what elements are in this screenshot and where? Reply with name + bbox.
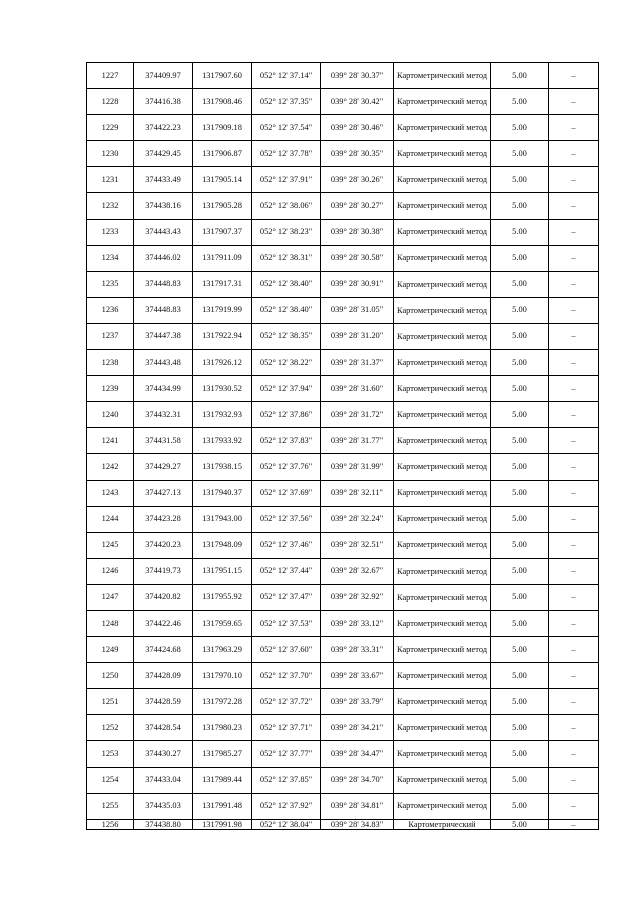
accuracy-cell: 5.00 (491, 793, 549, 819)
latitude-cell: 052° 12' 37.56" (252, 506, 321, 532)
note-cell: – (549, 454, 599, 480)
accuracy-cell: 5.00 (491, 663, 549, 689)
x-coordinate-cell: 374448.83 (134, 297, 193, 323)
latitude-cell: 052° 12' 37.35" (252, 89, 321, 115)
note-cell: – (549, 63, 599, 89)
latitude-cell: 052° 12' 37.76" (252, 454, 321, 480)
note-cell: – (549, 689, 599, 715)
note-cell: – (549, 480, 599, 506)
y-coordinate-cell: 1317955.92 (193, 584, 252, 610)
note-cell: – (549, 89, 599, 115)
table-row (87, 402, 599, 428)
x-coordinate-cell: 374424.68 (134, 637, 193, 663)
method-cell: Картометрический (394, 819, 491, 829)
method-cell: Картометрический метод (394, 89, 491, 115)
y-coordinate-cell: 1317909.18 (193, 115, 252, 141)
longitude-cell: 039° 28' 32.24" (321, 506, 394, 532)
longitude-cell: 039° 28' 31.77" (321, 428, 394, 454)
note-cell: – (549, 219, 599, 245)
x-coordinate-cell: 374438.16 (134, 193, 193, 219)
latitude-cell: 052° 12' 37.86" (252, 402, 321, 428)
method-cell: Картометрический метод (394, 454, 491, 480)
x-coordinate-cell: 374446.02 (134, 245, 193, 271)
table-row (87, 480, 599, 506)
method-cell: Картометрический метод (394, 506, 491, 532)
note-cell: – (549, 532, 599, 558)
y-coordinate-cell: 1317911.09 (193, 245, 252, 271)
method-cell: Картометрический метод (394, 245, 491, 271)
x-coordinate-cell: 374419.73 (134, 558, 193, 584)
x-coordinate-cell: 374448.83 (134, 271, 193, 297)
point-number-cell: 1229 (87, 115, 134, 141)
latitude-cell: 052° 12' 37.92" (252, 793, 321, 819)
x-coordinate-cell: 374416.38 (134, 89, 193, 115)
y-coordinate-cell: 1317917.31 (193, 271, 252, 297)
method-cell: Картометрический метод (394, 715, 491, 741)
point-number-cell: 1228 (87, 89, 134, 115)
method-cell: Картометрический метод (394, 663, 491, 689)
point-number-cell: 1234 (87, 245, 134, 271)
note-cell: – (549, 663, 599, 689)
longitude-cell: 039° 28' 30.91" (321, 271, 394, 297)
table-row (87, 271, 599, 297)
y-coordinate-cell: 1317938.15 (193, 454, 252, 480)
y-coordinate-cell: 1317906.87 (193, 141, 252, 167)
x-coordinate-cell: 374422.23 (134, 115, 193, 141)
point-number-cell: 1235 (87, 271, 134, 297)
latitude-cell: 052° 12' 38.06" (252, 193, 321, 219)
x-coordinate-cell: 374430.27 (134, 741, 193, 767)
method-cell: Картометрический метод (394, 480, 491, 506)
y-coordinate-cell: 1317943.00 (193, 506, 252, 532)
table-row (87, 193, 599, 219)
point-number-cell: 1244 (87, 506, 134, 532)
longitude-cell: 039° 28' 34.21" (321, 715, 394, 741)
longitude-cell: 039° 28' 34.81" (321, 793, 394, 819)
point-number-cell: 1246 (87, 558, 134, 584)
y-coordinate-cell: 1317991.48 (193, 793, 252, 819)
latitude-cell: 052° 12' 37.71" (252, 715, 321, 741)
accuracy-cell: 5.00 (491, 141, 549, 167)
x-coordinate-cell: 374429.27 (134, 454, 193, 480)
y-coordinate-cell: 1317930.52 (193, 376, 252, 402)
longitude-cell: 039° 28' 32.92" (321, 584, 394, 610)
method-cell: Картометрический метод (394, 63, 491, 89)
table-row (87, 637, 599, 663)
latitude-cell: 052° 12' 38.40" (252, 271, 321, 297)
y-coordinate-cell: 1317922.94 (193, 323, 252, 349)
latitude-cell: 052° 12' 37.14" (252, 63, 321, 89)
latitude-cell: 052° 12' 38.35" (252, 323, 321, 349)
longitude-cell: 039° 28' 33.31" (321, 637, 394, 663)
latitude-cell: 052° 12' 38.40" (252, 297, 321, 323)
note-cell: – (549, 376, 599, 402)
method-cell: Картометрический метод (394, 167, 491, 193)
latitude-cell: 052° 12' 37.85" (252, 767, 321, 793)
accuracy-cell: 5.00 (491, 167, 549, 193)
y-coordinate-cell: 1317959.65 (193, 610, 252, 636)
method-cell: Картометрический метод (394, 297, 491, 323)
x-coordinate-cell: 374427.13 (134, 480, 193, 506)
y-coordinate-cell: 1317905.14 (193, 167, 252, 193)
table-row (87, 558, 599, 584)
note-cell: – (549, 793, 599, 819)
point-number-cell: 1252 (87, 715, 134, 741)
accuracy-cell: 5.00 (491, 115, 549, 141)
accuracy-cell: 5.00 (491, 297, 549, 323)
y-coordinate-cell: 1317905.28 (193, 193, 252, 219)
point-number-cell: 1236 (87, 297, 134, 323)
accuracy-cell: 5.00 (491, 480, 549, 506)
method-cell: Картометрический метод (394, 558, 491, 584)
longitude-cell: 039° 28' 34.70" (321, 767, 394, 793)
latitude-cell: 052° 12' 37.77" (252, 741, 321, 767)
note-cell: – (549, 402, 599, 428)
x-coordinate-cell: 374429.45 (134, 141, 193, 167)
accuracy-cell: 5.00 (491, 428, 549, 454)
x-coordinate-cell: 374423.28 (134, 506, 193, 532)
x-coordinate-cell: 374431.58 (134, 428, 193, 454)
method-cell: Картометрический метод (394, 767, 491, 793)
table-row (87, 63, 599, 89)
y-coordinate-cell: 1317980.23 (193, 715, 252, 741)
accuracy-cell: 5.00 (491, 532, 549, 558)
note-cell: – (549, 115, 599, 141)
accuracy-cell: 5.00 (491, 89, 549, 115)
method-cell: Картометрический метод (394, 793, 491, 819)
x-coordinate-cell: 374447.38 (134, 323, 193, 349)
accuracy-cell: 5.00 (491, 245, 549, 271)
method-cell: Картометрический метод (394, 741, 491, 767)
method-cell: Картометрический метод (394, 115, 491, 141)
longitude-cell: 039° 28' 34.47" (321, 741, 394, 767)
method-cell: Картометрический метод (394, 271, 491, 297)
accuracy-cell: 5.00 (491, 350, 549, 376)
point-number-cell: 1237 (87, 323, 134, 349)
longitude-cell: 039° 28' 33.12" (321, 610, 394, 636)
note-cell: – (549, 741, 599, 767)
longitude-cell: 039° 28' 31.60" (321, 376, 394, 402)
point-number-cell: 1242 (87, 454, 134, 480)
x-coordinate-cell: 374433.04 (134, 767, 193, 793)
note-cell: – (549, 767, 599, 793)
x-coordinate-cell: 374432.31 (134, 402, 193, 428)
y-coordinate-cell: 1317948.09 (193, 532, 252, 558)
coordinates-table (86, 62, 599, 830)
table-row (87, 167, 599, 193)
latitude-cell: 052° 12' 37.60" (252, 637, 321, 663)
x-coordinate-cell: 374435.03 (134, 793, 193, 819)
table-row (87, 506, 599, 532)
x-coordinate-cell: 374443.43 (134, 219, 193, 245)
note-cell: – (549, 610, 599, 636)
note-cell: – (549, 819, 599, 829)
y-coordinate-cell: 1317933.92 (193, 428, 252, 454)
x-coordinate-cell: 374428.54 (134, 715, 193, 741)
note-cell: – (549, 637, 599, 663)
table-row (87, 689, 599, 715)
longitude-cell: 039° 28' 31.20" (321, 323, 394, 349)
y-coordinate-cell: 1317907.60 (193, 63, 252, 89)
method-cell: Картометрический метод (394, 584, 491, 610)
longitude-cell: 039° 28' 30.46" (321, 115, 394, 141)
table-row (87, 454, 599, 480)
point-number-cell: 1238 (87, 350, 134, 376)
note-cell: – (549, 558, 599, 584)
table-row (87, 350, 599, 376)
method-cell: Картометрический метод (394, 532, 491, 558)
point-number-cell: 1250 (87, 663, 134, 689)
method-cell: Картометрический метод (394, 610, 491, 636)
y-coordinate-cell: 1317940.37 (193, 480, 252, 506)
point-number-cell: 1231 (87, 167, 134, 193)
y-coordinate-cell: 1317991.98 (193, 819, 252, 829)
longitude-cell: 039° 28' 30.37" (321, 63, 394, 89)
latitude-cell: 052° 12' 38.04" (252, 819, 321, 829)
y-coordinate-cell: 1317932.93 (193, 402, 252, 428)
method-cell: Картометрический метод (394, 637, 491, 663)
latitude-cell: 052° 12' 37.70" (252, 663, 321, 689)
point-number-cell: 1241 (87, 428, 134, 454)
latitude-cell: 052° 12' 38.31" (252, 245, 321, 271)
point-number-cell: 1240 (87, 402, 134, 428)
method-cell: Картометрический метод (394, 193, 491, 219)
table-row (87, 245, 599, 271)
latitude-cell: 052° 12' 38.22" (252, 350, 321, 376)
point-number-cell: 1248 (87, 610, 134, 636)
longitude-cell: 039° 28' 34.83" (321, 819, 394, 829)
y-coordinate-cell: 1317919.99 (193, 297, 252, 323)
table-row (87, 819, 599, 829)
longitude-cell: 039° 28' 31.05" (321, 297, 394, 323)
accuracy-cell: 5.00 (491, 637, 549, 663)
table-row (87, 793, 599, 819)
point-number-cell: 1255 (87, 793, 134, 819)
method-cell: Картометрический метод (394, 141, 491, 167)
y-coordinate-cell: 1317951.15 (193, 558, 252, 584)
y-coordinate-cell: 1317985.27 (193, 741, 252, 767)
accuracy-cell: 5.00 (491, 193, 549, 219)
method-cell: Картометрический метод (394, 689, 491, 715)
point-number-cell: 1254 (87, 767, 134, 793)
table-row (87, 89, 599, 115)
table-row (87, 376, 599, 402)
latitude-cell: 052° 12' 37.94" (252, 376, 321, 402)
table-row (87, 428, 599, 454)
accuracy-cell: 5.00 (491, 506, 549, 532)
point-number-cell: 1232 (87, 193, 134, 219)
table-row (87, 219, 599, 245)
x-coordinate-cell: 374420.82 (134, 584, 193, 610)
note-cell: – (549, 323, 599, 349)
accuracy-cell: 5.00 (491, 584, 549, 610)
method-cell: Картометрический метод (394, 376, 491, 402)
table-row (87, 323, 599, 349)
table-row (87, 610, 599, 636)
note-cell: – (549, 584, 599, 610)
note-cell: – (549, 350, 599, 376)
note-cell: – (549, 297, 599, 323)
x-coordinate-cell: 374428.59 (134, 689, 193, 715)
accuracy-cell: 5.00 (491, 767, 549, 793)
accuracy-cell: 5.00 (491, 689, 549, 715)
point-number-cell: 1253 (87, 741, 134, 767)
latitude-cell: 052° 12' 37.69" (252, 480, 321, 506)
latitude-cell: 052° 12' 37.78" (252, 141, 321, 167)
point-number-cell: 1233 (87, 219, 134, 245)
note-cell: – (549, 506, 599, 532)
point-number-cell: 1230 (87, 141, 134, 167)
method-cell: Картометрический метод (394, 323, 491, 349)
accuracy-cell: 5.00 (491, 376, 549, 402)
accuracy-cell: 5.00 (491, 610, 549, 636)
point-number-cell: 1247 (87, 584, 134, 610)
y-coordinate-cell: 1317907.37 (193, 219, 252, 245)
note-cell: – (549, 245, 599, 271)
x-coordinate-cell: 374438.80 (134, 819, 193, 829)
y-coordinate-cell: 1317908.46 (193, 89, 252, 115)
table-row (87, 767, 599, 793)
table-row (87, 741, 599, 767)
latitude-cell: 052° 12' 37.44" (252, 558, 321, 584)
point-number-cell: 1243 (87, 480, 134, 506)
point-number-cell: 1256 (87, 819, 134, 829)
x-coordinate-cell: 374428.09 (134, 663, 193, 689)
y-coordinate-cell: 1317926.12 (193, 350, 252, 376)
latitude-cell: 052° 12' 37.47" (252, 584, 321, 610)
x-coordinate-cell: 374433.49 (134, 167, 193, 193)
x-coordinate-cell: 374409.97 (134, 63, 193, 89)
accuracy-cell: 5.00 (491, 402, 549, 428)
latitude-cell: 052° 12' 38.23" (252, 219, 321, 245)
accuracy-cell: 5.00 (491, 819, 549, 829)
latitude-cell: 052° 12' 37.72" (252, 689, 321, 715)
y-coordinate-cell: 1317989.44 (193, 767, 252, 793)
note-cell: – (549, 428, 599, 454)
note-cell: – (549, 271, 599, 297)
accuracy-cell: 5.00 (491, 715, 549, 741)
longitude-cell: 039° 28' 31.72" (321, 402, 394, 428)
longitude-cell: 039° 28' 30.38" (321, 219, 394, 245)
x-coordinate-cell: 374422.46 (134, 610, 193, 636)
accuracy-cell: 5.00 (491, 63, 549, 89)
note-cell: – (549, 193, 599, 219)
longitude-cell: 039° 28' 32.51" (321, 532, 394, 558)
longitude-cell: 039° 28' 30.42" (321, 89, 394, 115)
table-row (87, 297, 599, 323)
point-number-cell: 1227 (87, 63, 134, 89)
method-cell: Картометрический метод (394, 219, 491, 245)
accuracy-cell: 5.00 (491, 558, 549, 584)
longitude-cell: 039° 28' 30.58" (321, 245, 394, 271)
note-cell: – (549, 715, 599, 741)
point-number-cell: 1251 (87, 689, 134, 715)
latitude-cell: 052° 12' 37.83" (252, 428, 321, 454)
y-coordinate-cell: 1317963.29 (193, 637, 252, 663)
longitude-cell: 039° 28' 32.11" (321, 480, 394, 506)
point-number-cell: 1245 (87, 532, 134, 558)
x-coordinate-cell: 374434.99 (134, 376, 193, 402)
longitude-cell: 039° 28' 33.79" (321, 689, 394, 715)
method-cell: Картометрический метод (394, 428, 491, 454)
point-number-cell: 1249 (87, 637, 134, 663)
method-cell: Картометрический метод (394, 350, 491, 376)
table-body (87, 63, 599, 830)
longitude-cell: 039° 28' 33.67" (321, 663, 394, 689)
table-row (87, 715, 599, 741)
longitude-cell: 039° 28' 31.99" (321, 454, 394, 480)
latitude-cell: 052° 12' 37.54" (252, 115, 321, 141)
accuracy-cell: 5.00 (491, 323, 549, 349)
y-coordinate-cell: 1317972.28 (193, 689, 252, 715)
longitude-cell: 039° 28' 30.27" (321, 193, 394, 219)
note-cell: – (549, 167, 599, 193)
y-coordinate-cell: 1317970.10 (193, 663, 252, 689)
longitude-cell: 039° 28' 30.35" (321, 141, 394, 167)
latitude-cell: 052° 12' 37.46" (252, 532, 321, 558)
table-row (87, 141, 599, 167)
accuracy-cell: 5.00 (491, 741, 549, 767)
accuracy-cell: 5.00 (491, 271, 549, 297)
latitude-cell: 052° 12' 37.91" (252, 167, 321, 193)
table-row (87, 115, 599, 141)
note-cell: – (549, 141, 599, 167)
x-coordinate-cell: 374443.48 (134, 350, 193, 376)
longitude-cell: 039° 28' 32.67" (321, 558, 394, 584)
accuracy-cell: 5.00 (491, 454, 549, 480)
table-row (87, 532, 599, 558)
accuracy-cell: 5.00 (491, 219, 549, 245)
table-row (87, 584, 599, 610)
method-cell: Картометрический метод (394, 402, 491, 428)
longitude-cell: 039° 28' 31.37" (321, 350, 394, 376)
x-coordinate-cell: 374420.23 (134, 532, 193, 558)
longitude-cell: 039° 28' 30.26" (321, 167, 394, 193)
latitude-cell: 052° 12' 37.53" (252, 610, 321, 636)
point-number-cell: 1239 (87, 376, 134, 402)
table-row (87, 663, 599, 689)
